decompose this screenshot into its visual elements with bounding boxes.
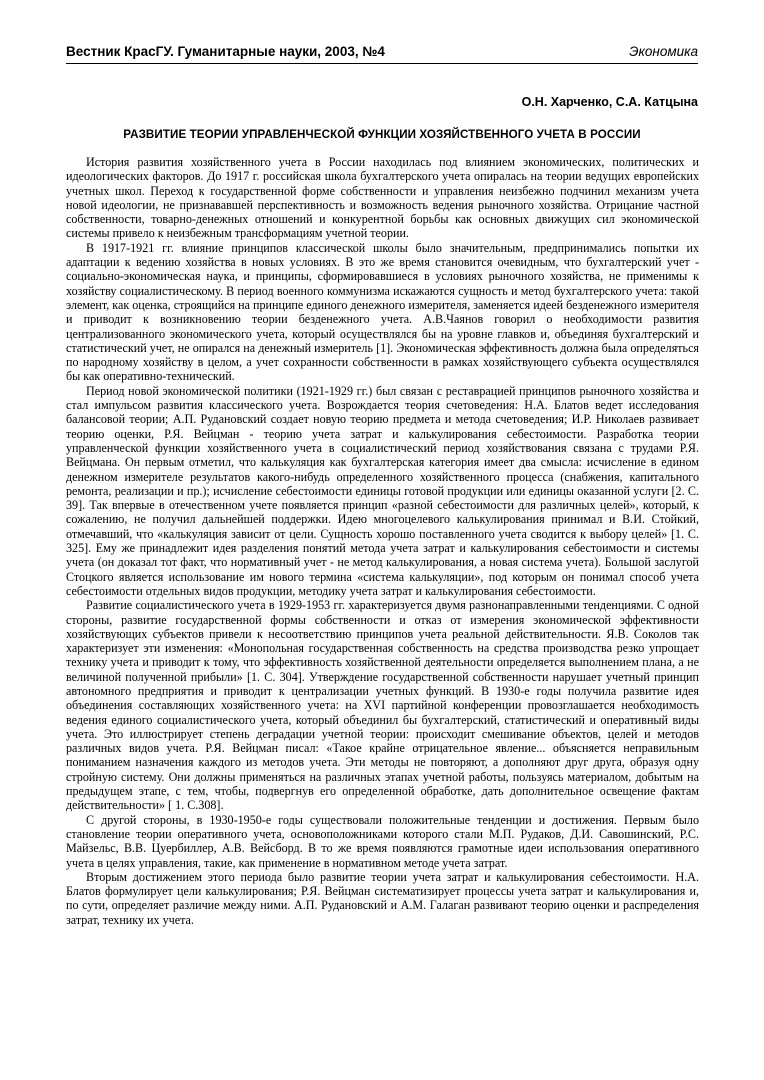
paragraph: Развитие социалистического учета в 1929-1953 гг. характеризуется двумя разнонаправленными тенденциями. С одной стороны, развитие государственной формы собственности и отказ от измерения экономической эффективности хозяйствующих субъектов привели к несоответствию принципов учета реальной действительности. Я.В. Соколов так характеризует эти изменения: «Монопольная государственная собственность на средства производства резко упрощает технику учета и приводит к тому, что эффективность хозяйственной деятельности определяется выполнением плана, а не величиной полученной прибыли» [1. С. 304]. Утверждение государственной собственности нарушает учетный принцип автономного предприятия и приводит к централизации учетных функций. В 1930-е годы получила развитие идея объединения составляющих хозяйственного учета: на XVI партийной конференции провозглашается необходимость ведения единого социалистического учета, который объединил бы бухгалтерский, статистический и оперативный виды учета. Это иллюстрирует степень деградации учетной теории: происходит смешивание объектов, целей и методов различных видов учета. Р.Я. Вейцман писал: «Такое крайне отрицательное явление... объясняется неправильным пониманием назначения каждого из методов учета. Эти методы не повторяют, а дополняют друг друга, образуя одну стройную систему. Они должны применяться на различных этапах учетной работы, пользуясь материалом, добытым на предыдущем этапе, с тем, чтобы, подвергнув его определенной обработке, дать дополнительное освещение фактам действительности» [ 1. С.308]. (66, 598, 699, 813)
authors: О.Н. Харченко, С.А. Катцына (521, 95, 698, 109)
journal-title: Вестник КрасГУ. Гуманитарные науки, 2003, №4 (66, 44, 385, 59)
running-header (66, 44, 698, 64)
paragraph: Вторым достижением этого периода было развитие теории учета затрат и калькулирования себестоимости. Н.А. Блатов формулирует цели калькулирования; Р.Я. Вейцман систематизирует процессы учета затрат и калькулирования и, по сути, определяет различие между ними. А.П. Рудановский и А.М. Галаган развивают теорию оценки и распределения затрат, технику их учета. (66, 869, 699, 927)
paragraph: С другой стороны, в 1930-1950-е годы существовали положительные тенденции и достижения. Первым было становление теории оперативного учета, основоположниками которого стали М.П. Рудаков, Д.И. Савошинский, Р.С. Майзельс, В.В. Цуербиллер, А.В. Вейсборд. В то же время появляются грамотные идеи использования оперативного учета в целях управления, такие, как применение в нормативном методе учета затрат. (66, 812, 699, 870)
paragraph: Период новой экономической политики (1921-1929 гг.) был связан с реставрацией принципов рыночного хозяйства и стал импульсом развития классического учета. Возрождается теория счетоведения: Н.А. Блатов ведет исследования балансовой теории; А.П. Рудановский создает новую теорию предмета и метода счетоведения; И.Р. Николаев развивает теорию оценки, Р.Я. Вейцман - теорию учета затрат и калькулирования себестоимости. Разработка теории управленческой функции хозяйственного учета в социалистический период хозяйствования связана с трудами Р.Я. Вейцмана. Он первым отметил, что калькуляция как бухгалтерская категория имеет два смысла: исчисление в едином денежном измерителе результатов какого-нибудь определенного хозяйственного процесса (снабжения, капитального ремонта, реализации и пр.); исчисление себестоимости единицы готовой продукции или единицы оказанной услуги [2. С. 39]. Так впервые в отечественном учете появляется принцип «разной себестоимости для различных целей», который, к сожалению, не получил дальнейшей поддержки. Идею многоцелевого калькулирования принимал и В.И. Стойкий, отмечавший, что «калькуляция зависит от цели. Сущность хорошо поставленного учета сводится к выбору целей» [1. С. 325]. Ему же принадлежит идея разделения понятий метода учета затрат и калькулирования себестоимости и системы учета (он доказал тот факт, что нормативный учет - не метод калькулирования, а новая система учета). Большой заслугой Стоцкого является использование им нового термина «система калькуляции», под которым он понимал способ учета себестоимости отдельных видов продукции, методику учета затрат и калькулирования себестоимости. (66, 383, 699, 598)
paragraph: История развития хозяйственного учета в России находилась под влиянием экономических, политических и идеологических факторов. До 1917 г. российская школа бухгалтерского учета опиралась на теории ведущих европейских учетных школ. Переход к государственной форме собственности и управления неизбежно подчинил механизм учета новой идеологии, не признававшей перспективность и возможность ведения рыночного хозяйства. Отрицание частной собственности, товарно-денежных отношений и конкурентной борьбы как основных движущих сил экономической системы привело к неизбежным трансформациям учетной теории. (66, 155, 699, 241)
article-body (66, 155, 699, 927)
header-rule (66, 63, 698, 64)
article-title: РАЗВИТИЕ ТЕОРИИ УПРАВЛЕНЧЕСКОЙ ФУНКЦИИ ХОЗЯЙСТВЕННОГО УЧЕТА В РОССИИ (123, 128, 641, 141)
paragraph: В 1917-1921 гг. влияние принципов классической школы было значительным, предпринимались попытки их адаптации к ведению хозяйства в новых условиях. В это же время становится очевидным, что бухгалтерский учет - социально-экономическая наука, и принципы, сформировавшиеся в условиях рыночного хозяйства, не применимы к хозяйству социалистическому. В период военного коммунизма искажаются сущность и метод бухгалтерского учета: такой элемент, как оценка, строящийся на принципе единого денежного измерителя, заменяется идеей безденежного измерителя и приводит к возникновению теории безденежного учета. А.В.Чаянов говорил о необходимости развития централизованного экономического учета, который осуществлялся бы на уровне главков и, объединяя бухгалтерский и статистический учет, не опирался на денежный измеритель [1]. Экономическая эффективность должна была определяться по народному хозяйству в целом, а учет сохранности собственности в рамках хозяйствующего субъекта осуществлялся бы как оперативно-технический. (66, 240, 699, 384)
section-name: Экономика (629, 44, 698, 59)
